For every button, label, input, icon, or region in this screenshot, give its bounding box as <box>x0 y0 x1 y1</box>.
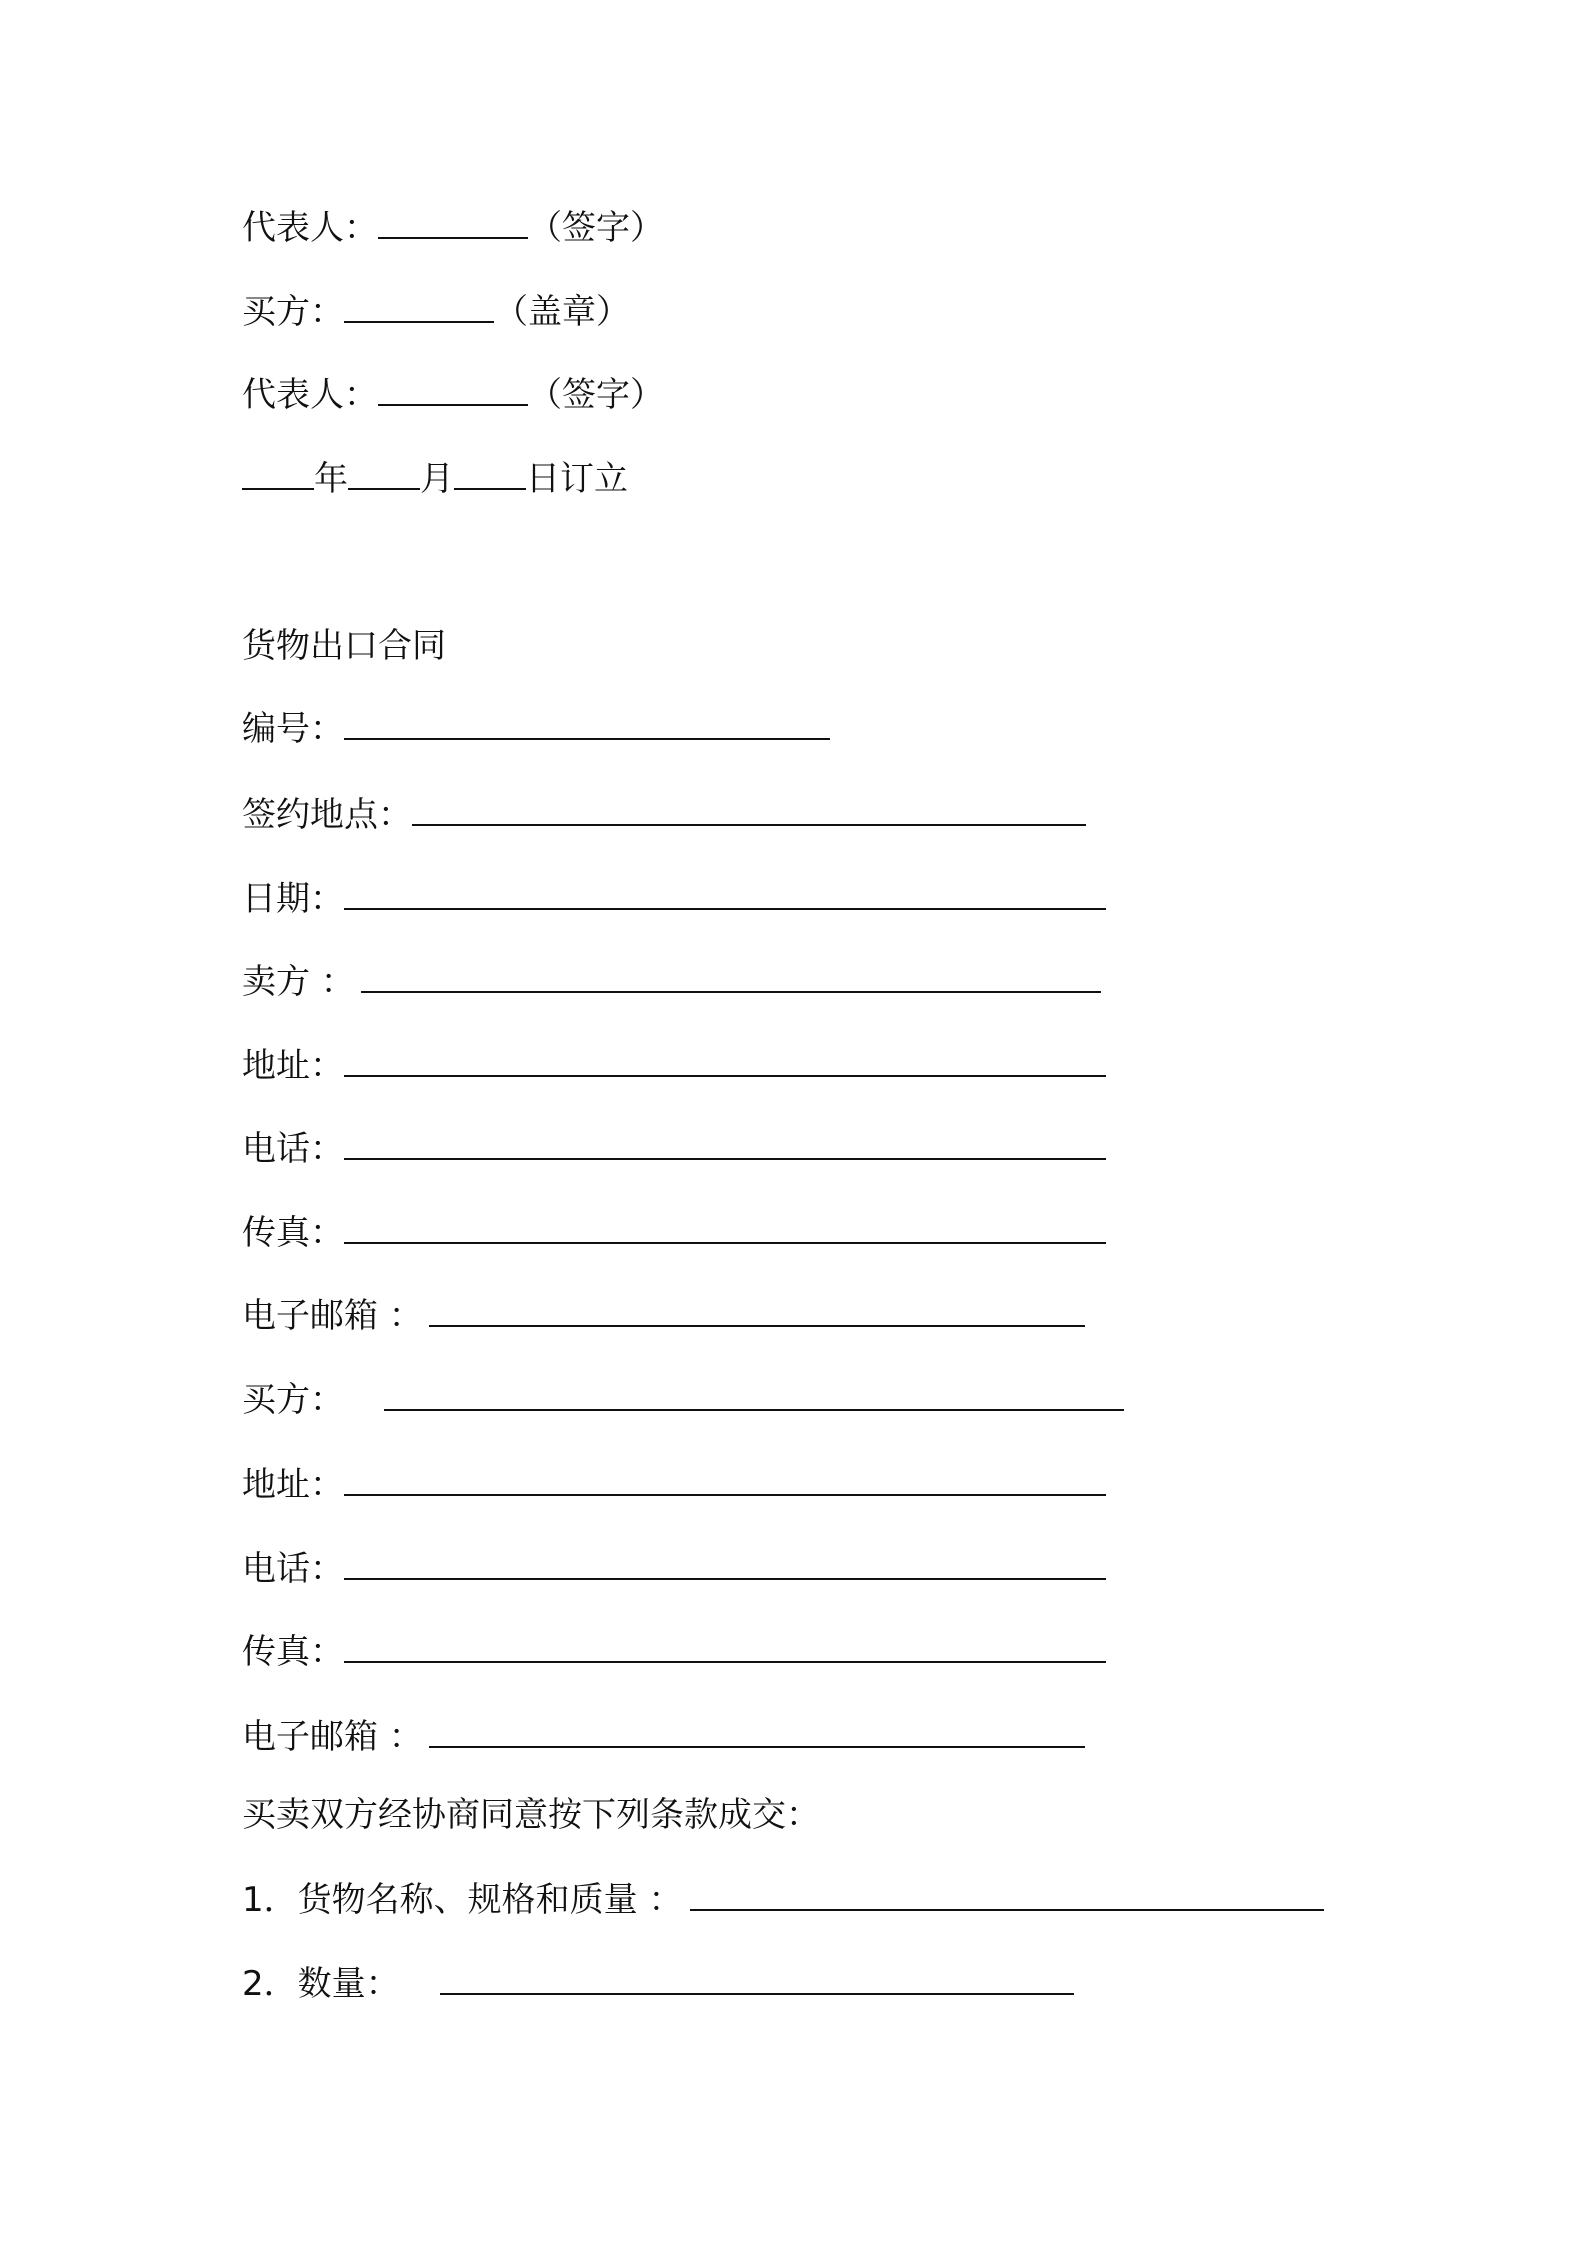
buyer-blank[interactable] <box>384 1379 1124 1411</box>
signing-date-line <box>242 457 628 501</box>
contract-date-blank[interactable] <box>344 878 1106 910</box>
clause-quantity-line <box>242 1962 1074 2006</box>
buyer-email-blank[interactable] <box>429 1716 1085 1748</box>
buyer-phone-label: 电话： <box>242 1549 344 1589</box>
clause-quantity-label: 2．数量： <box>242 1964 400 2004</box>
seller-label: 卖方 ： <box>242 962 355 1002</box>
buyer-address-line <box>242 1463 1106 1507</box>
day-label: 日订立 <box>526 459 628 499</box>
buyer-line <box>242 1378 1124 1422</box>
buyer-email-label: 电子邮箱 ： <box>242 1717 423 1757</box>
seller-email-label: 电子邮箱 ： <box>242 1296 423 1336</box>
seller-phone-blank[interactable] <box>344 1128 1106 1160</box>
buyer-phone-blank[interactable] <box>344 1548 1106 1580</box>
seller-address-label: 地址： <box>242 1046 344 1086</box>
signing-place-label: 签约地点： <box>242 795 412 835</box>
buyer-seal-label: 买方： <box>242 292 344 332</box>
buyer-representative-line <box>242 373 664 417</box>
buyer-representative-blank[interactable] <box>378 374 528 406</box>
buyer-address-label: 地址： <box>242 1465 344 1505</box>
seller-line <box>242 960 1101 1004</box>
contract-title-text: 货物出口合同 <box>242 626 446 666</box>
buyer-label: 买方： <box>242 1380 344 1420</box>
contract-date-label: 日期： <box>242 879 344 919</box>
seller-phone-label: 电话： <box>242 1129 344 1169</box>
seller-representative-blank[interactable] <box>378 207 528 239</box>
seller-fax-blank[interactable] <box>344 1212 1106 1244</box>
seller-address-blank[interactable] <box>344 1045 1106 1077</box>
buyer-seal-line <box>242 290 630 334</box>
month-blank[interactable] <box>348 458 420 490</box>
terms-intro-text: 买卖双方经协商同意按下列条款成交： <box>242 1795 820 1835</box>
buyer-representative-suffix: （签字） <box>528 375 664 415</box>
contract-title <box>242 624 446 668</box>
contract-number-blank[interactable] <box>344 708 830 740</box>
signing-place-line <box>242 793 1086 837</box>
buyer-fax-label: 传真： <box>242 1632 344 1672</box>
signing-place-blank[interactable] <box>412 794 1086 826</box>
seller-fax-label: 传真： <box>242 1213 344 1253</box>
seller-representative-suffix: （签字） <box>528 208 664 248</box>
contract-number-line <box>242 707 830 751</box>
buyer-address-blank[interactable] <box>344 1464 1106 1496</box>
contract-date-line <box>242 877 1106 921</box>
clause-goods-line <box>242 1878 1324 1922</box>
year-blank[interactable] <box>242 458 314 490</box>
seller-email-blank[interactable] <box>429 1295 1085 1327</box>
buyer-representative-label: 代表人： <box>242 375 378 415</box>
seller-phone-line <box>242 1127 1106 1171</box>
seller-representative-line <box>242 206 664 250</box>
year-label: 年 <box>314 459 348 499</box>
seller-blank[interactable] <box>361 961 1101 993</box>
buyer-seal-suffix: （盖章） <box>494 292 630 332</box>
clause-goods-label: 1．货物名称、规格和质量 ： <box>242 1880 683 1920</box>
buyer-fax-blank[interactable] <box>344 1631 1106 1663</box>
month-label: 月 <box>420 459 454 499</box>
seller-representative-label: 代表人： <box>242 208 378 248</box>
buyer-fax-line <box>242 1630 1106 1674</box>
clause-goods-blank[interactable] <box>690 1879 1324 1911</box>
buyer-email-line <box>242 1715 1085 1759</box>
terms-intro <box>242 1793 820 1837</box>
contract-number-label: 编号： <box>242 709 344 749</box>
seller-fax-line <box>242 1211 1106 1255</box>
clause-quantity-blank[interactable] <box>440 1963 1074 1995</box>
day-blank[interactable] <box>454 458 526 490</box>
buyer-seal-blank[interactable] <box>344 291 494 323</box>
buyer-phone-line <box>242 1547 1106 1591</box>
seller-address-line <box>242 1044 1106 1088</box>
seller-email-line <box>242 1294 1085 1338</box>
